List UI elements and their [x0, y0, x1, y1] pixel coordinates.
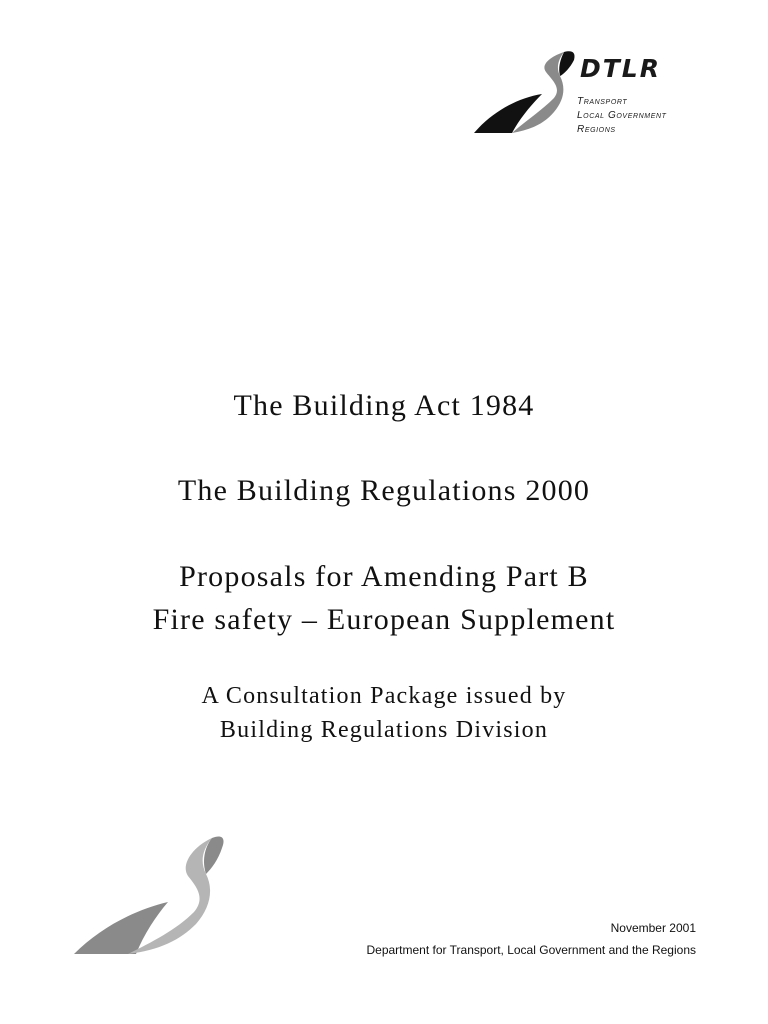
title-fire-safety: Fire safety – European Supplement — [152, 603, 616, 636]
swoosh-watermark-icon — [72, 832, 232, 958]
subtitle-consultation-package: A Consultation Package issued by — [201, 683, 567, 709]
department-name: Department for Transport, Local Government and the Regions — [366, 943, 696, 957]
title-proposals: Proposals for Amending Part B — [179, 560, 589, 593]
subtitle-division: Building Regulations Division — [219, 717, 549, 743]
title-building-act: The Building Act 1984 — [233, 389, 535, 422]
title-building-regulations: The Building Regulations 2000 — [177, 474, 591, 507]
swoosh-logo-icon — [472, 50, 582, 140]
brand-name: DTLR — [580, 54, 661, 83]
dtlr-logo — [472, 50, 702, 140]
brand-lines — [577, 95, 667, 137]
publication-date: November 2001 — [610, 921, 696, 935]
brand-line-local-government: Local Government — [577, 110, 667, 121]
brand-line-transport: Transport — [577, 96, 628, 107]
brand-line-regions: Regions — [577, 124, 616, 135]
